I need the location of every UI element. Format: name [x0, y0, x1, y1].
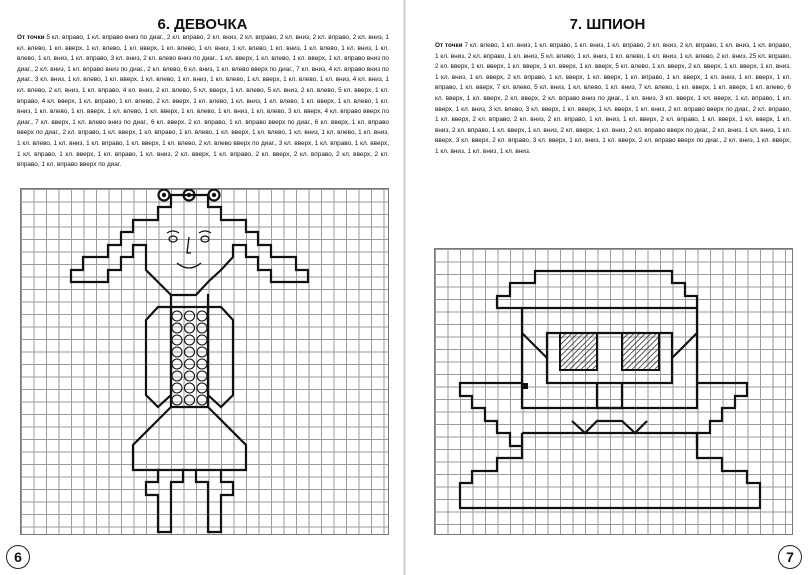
- dress-dot: [197, 395, 207, 405]
- spy-instructions: [435, 41, 791, 158]
- dress-dot: [197, 371, 207, 381]
- spy-drawing-grid: [434, 248, 793, 535]
- dress-dot: [185, 395, 195, 405]
- dress-dot: [197, 359, 207, 369]
- dress-dot: [185, 347, 195, 357]
- dress-dot: [172, 359, 182, 369]
- spy-instructions-text: 7 кл. влево, 1 кл. вниз, 1 кл. вправо, 1 кл. вниз, 1 кл. вправо, 2 кл. вниз, 2 кл. вправо, 1 кл. вниз, 1 кл. вправо, 1 кл. вниз, 2 кл. вправо, 1 кл. вниз, 5 кл. влево, 1 кл. вниз, 1 кл. влево, 1 кл. вниз, 1 кл. влево, 2 кл. вниз, 25 кл. вправо, 2 кл. вверх, 1 кл. вверх, 1 кл. вверх, 1 кл. вверх, 1 кл. вверх, 5 кл. влево, 1 кл. вверх, 2 кл. вверх, 1 кл. вверх, 1 кл. вниз, 1 кл. вниз, 1 кл. вверх, 2 кл. вправо, 1 кл. вверх, 1 кл. вверх, 1 кл. вправо, 1 кл. вверх, 1 кл. вниз, 1 кл. вверх, 1 кл. вправо, 1 кл. вверх, 7 кл. влево, 5 кл. вниз, 1 кл. влево, 1 кл. вниз, 7 кл. влево, 1 кл. вверх, 1 кл. вверх, 1 кл. влево, 6 кл. вверх, 1 кл. вверх, 2 кл. вверх, 2 кл. вправо вниз по диаг., 1 кл. вниз, 3 кл. вверх, 1 кл. вверх, 1 кл. вправо, 1 кл. вверх, 1 кл. вниз, 3 кл. влево, 3 кл. вверх, 1 кл. вверх, 1 кл. вверх, 1 кл. вниз, 2 кл. вправо вверх по диаг., 2 кл. вправо, 1 кл. вверх, 2 кл. вправо, 2 кл. вниз, 2 кл. вправо, 1 кл. вниз, 1 кл. вверх, 2 кл. вправо, 1 кл. вверх, 1 кл. вверх, 1 кл. вниз, 2 кл. вправо, 1 кл. вверх, 1 кл. вниз, 2 кл. вверх, 1 кл. вниз, 2 кл. вправо вверх по диаг., 2 кл. вниз, 1 кл. вниз, 1 кл. вверх, 3 кл. вверх, 2 кл. вправо, 3 кл. вверх, 1 кл. вниз, 1 кл. вверх, 2 кл. вправо вверх по диаг., 2 кл. вниз, 1 кл. вверх, 1 кл. вниз, 1 кл. вниз, 1 кл. вниз.: [435, 42, 791, 155]
- dress-dot: [197, 383, 207, 393]
- girl-instructions: [17, 33, 389, 171]
- dress-dot: [185, 311, 195, 321]
- dress-dot: [197, 323, 207, 333]
- girl-drawing-grid: [20, 188, 389, 535]
- dress-dot: [172, 323, 182, 333]
- dress-dot: [185, 335, 195, 345]
- girl-instructions-text: 5 кл. вправо, 1 кл. вправо вниз по диаг., 2 кл. вправо, 2 кл. вниз, 2 кл. вправо, 2 кл. вниз, 2 кл. вправо, 2 кл. вниз, 1 кл. влево, 1 кл. вверх, 1 кл. влево, 1 кл. вверх, 1 кл. влево, 1 кл. вниз, 1 кл. влево, 1 кл. вниз, 1 кл. влево, 1 кл. вниз, 1 кл. влево, 1 кл. вниз, 1 кл. вправо, 3 кл. вниз, 2 кл. влево вниз по диаг., 1 кл. вверх, 1 кл. влево, 1 кл. вверх, 1 кл. вправо вниз по диаг., 2 кл. вниз, 1 кл. вправо вниз по диаг., 2 кл. влево, 6 кл. вниз, 1 кл. влево вверх по диаг., 7 кл. вниз, 4 кл. вправо вниз по диаг., 3 кл. вниз, 1 кл. влево, 1 кл. вверх, 1 кл. влево, 1 кл. вниз, 1 кл. влево, 1 кл. вверх, 1 кл. влево, 1 кл. вниз, 4 кл. вниз, 1 кл. влево, 2 кл. вниз, 1 кл. вправо, 4 кл. вниз, 2 кл. влево, 5 кл. вверх, 1 кл. влево, 5 кл. вниз, 2 кл. влево, 5 кл. вверх, 1 кл. вправо, 4 кл. вверх, 1 кл. вправо, 1 кл. влево, 2 кл. вверх, 1 кл. влево, 1 кл. вниз, 1 кл. влево, 1 кл. вверх, 1 кл. влево, 1 кл. вниз, 1 кл. влево, 1 кл. вверх, 1 кл. влево, 1 кл. вверх, 1 кл. влево, 1 кл. вниз, 1 кл. влево, 3 кл. вверх, 4 кл. вправо вверх по диаг., 7 кл. вверх, 1 кл. влево вниз по диаг., 6 кл. вверх, 2 кл. вправо, 1 кл. вправо вверх по диаг., 6 кл. вверх, 1 кл. вправо вверх по диаг., 2 кл. вправо, 1 кл. вверх, 1 кл. вправо, 1 кл. влево, 1 кл. вверх, 1 кл. влево, 1 кл. вниз, 1 кл. влево, 1 кл. вниз, 1 кл. влево, 1 кл. вниз, 1 кл. вправо, 1 кл. вверх, 1 кл. влево, 2 кл. влево вверх по диаг., 3 кл. вверх, 1 кл. вправо, 1 кл. вверх, 1 кл. вправо, 1 кл. вверх, 1 кл. вправо, 1 кл. вниз, 2 кл. вверх, 1 кл. вправо, 2 кл. вверх, 2 кл. вправо, 2 кл. вверх, 2 кл. вправо, 1 кл. вправо вверх по диаг.: [17, 34, 389, 169]
- dress-dot: [185, 371, 195, 381]
- dress-dot: [172, 347, 182, 357]
- dress-dot: [185, 323, 195, 333]
- girl-start-label: От точки: [17, 34, 45, 41]
- spy-drawing: [435, 249, 792, 534]
- spy-start-label: От точки: [435, 42, 463, 49]
- dress-dot: [197, 347, 207, 357]
- dress-dot: [172, 311, 182, 321]
- girl-exercise-title: 6. ДЕВОЧКА: [157, 16, 248, 33]
- dress-dot: [172, 383, 182, 393]
- spy-exercise-title: 7. ШПИОН: [569, 16, 646, 33]
- page-number-7: 7: [778, 545, 802, 569]
- page-number-6: 6: [6, 545, 30, 569]
- right-page: [405, 0, 810, 575]
- dress-dot: [185, 383, 195, 393]
- dress-dot: [172, 371, 182, 381]
- dress-dot: [197, 335, 207, 345]
- girl-drawing: [21, 189, 388, 534]
- dress-dot: [172, 335, 182, 345]
- dress-dot: [172, 395, 182, 405]
- dress-dot: [185, 359, 195, 369]
- dress-dot: [197, 311, 207, 321]
